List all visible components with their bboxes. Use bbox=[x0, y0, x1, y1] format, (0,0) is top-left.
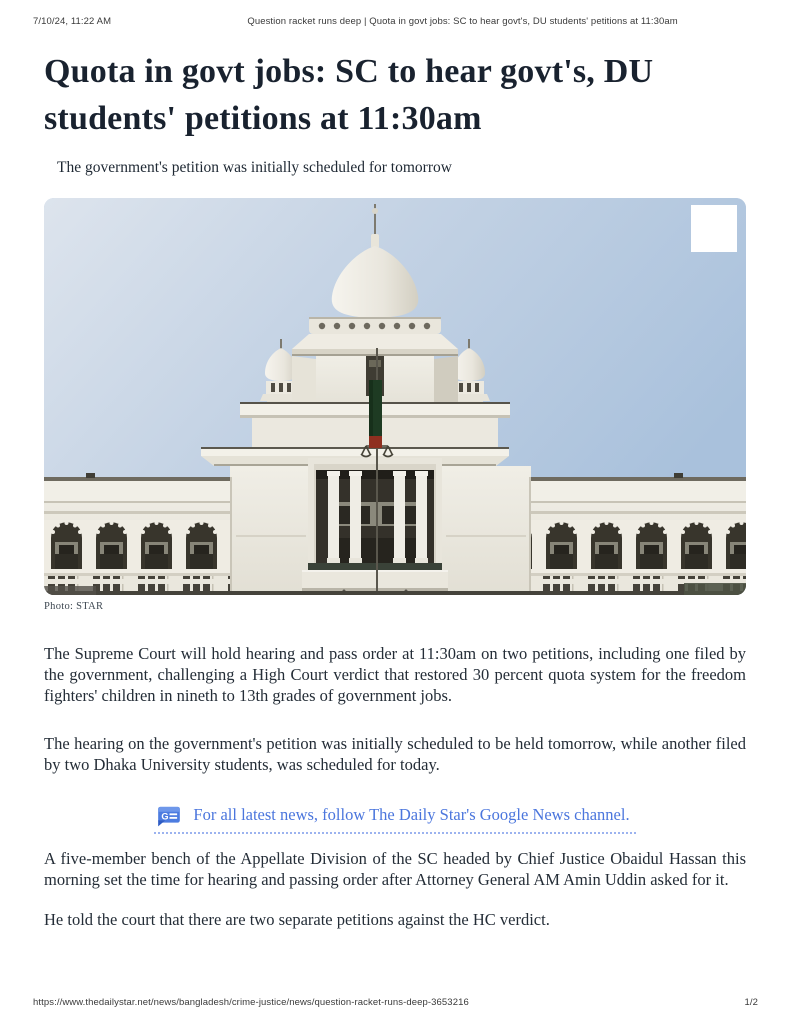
photo-caption: Photo: STAR bbox=[44, 601, 104, 612]
supreme-court-illustration bbox=[44, 198, 746, 595]
paragraph-3: A five-member bench of the Appellate Division of the SC headed by Chief Justice Obaidul Hassan this morning set the time for hearing and passing order after Attorney General AM Amin Uddin asked for it. bbox=[44, 849, 746, 889]
article bbox=[0, 48, 791, 930]
google-news-link[interactable] bbox=[154, 802, 635, 834]
left-wing bbox=[44, 473, 231, 595]
google-news-icon bbox=[156, 802, 182, 828]
print-footer bbox=[33, 997, 758, 1008]
print-page-number: 1/2 bbox=[744, 997, 758, 1008]
standfirst: The government's petition was initially scheduled for tomorrow bbox=[57, 159, 452, 176]
article-photo bbox=[44, 198, 746, 595]
svg-text:G: G bbox=[161, 811, 169, 822]
photo-blank-overlay bbox=[691, 205, 737, 252]
print-url: https://www.thedailystar.net/news/bangladesh/crime-justice/news/question-racket-runs-deep-3653216 bbox=[33, 997, 469, 1008]
google-news-row bbox=[44, 802, 746, 834]
right-wing bbox=[530, 473, 746, 595]
paragraph-4: He told the court that there are two separate petitions against the HC verdict. bbox=[44, 910, 550, 929]
google-news-link-text: For all latest news, follow The Daily Star's Google News channel. bbox=[193, 805, 630, 824]
headline: Quota in govt jobs: SC to hear govt's, DU students' petitions at 11:30am bbox=[44, 53, 654, 137]
print-doc-title: Question racket runs deep | Quota in govt jobs: SC to hear govt's, DU students' petitions at 11:30am bbox=[247, 16, 678, 27]
paragraph-1: The Supreme Court will hold hearing and pass order at 11:30am on two petitions, including one filed by the government, challenging a High Court verdict that restored 30 percent quota system for the freedom fighters' children in nineth to 13th grades of government jobs. bbox=[44, 644, 746, 705]
paragraph-2: The hearing on the government's petition was initially scheduled to be held tomorrow, while another filed by two Dhaka University students, was scheduled for today. bbox=[44, 734, 746, 774]
print-header bbox=[33, 16, 758, 27]
bangladesh-flag bbox=[369, 380, 382, 448]
article-figure bbox=[44, 198, 746, 612]
print-datetime: 7/10/24, 11:22 AM bbox=[33, 16, 112, 27]
